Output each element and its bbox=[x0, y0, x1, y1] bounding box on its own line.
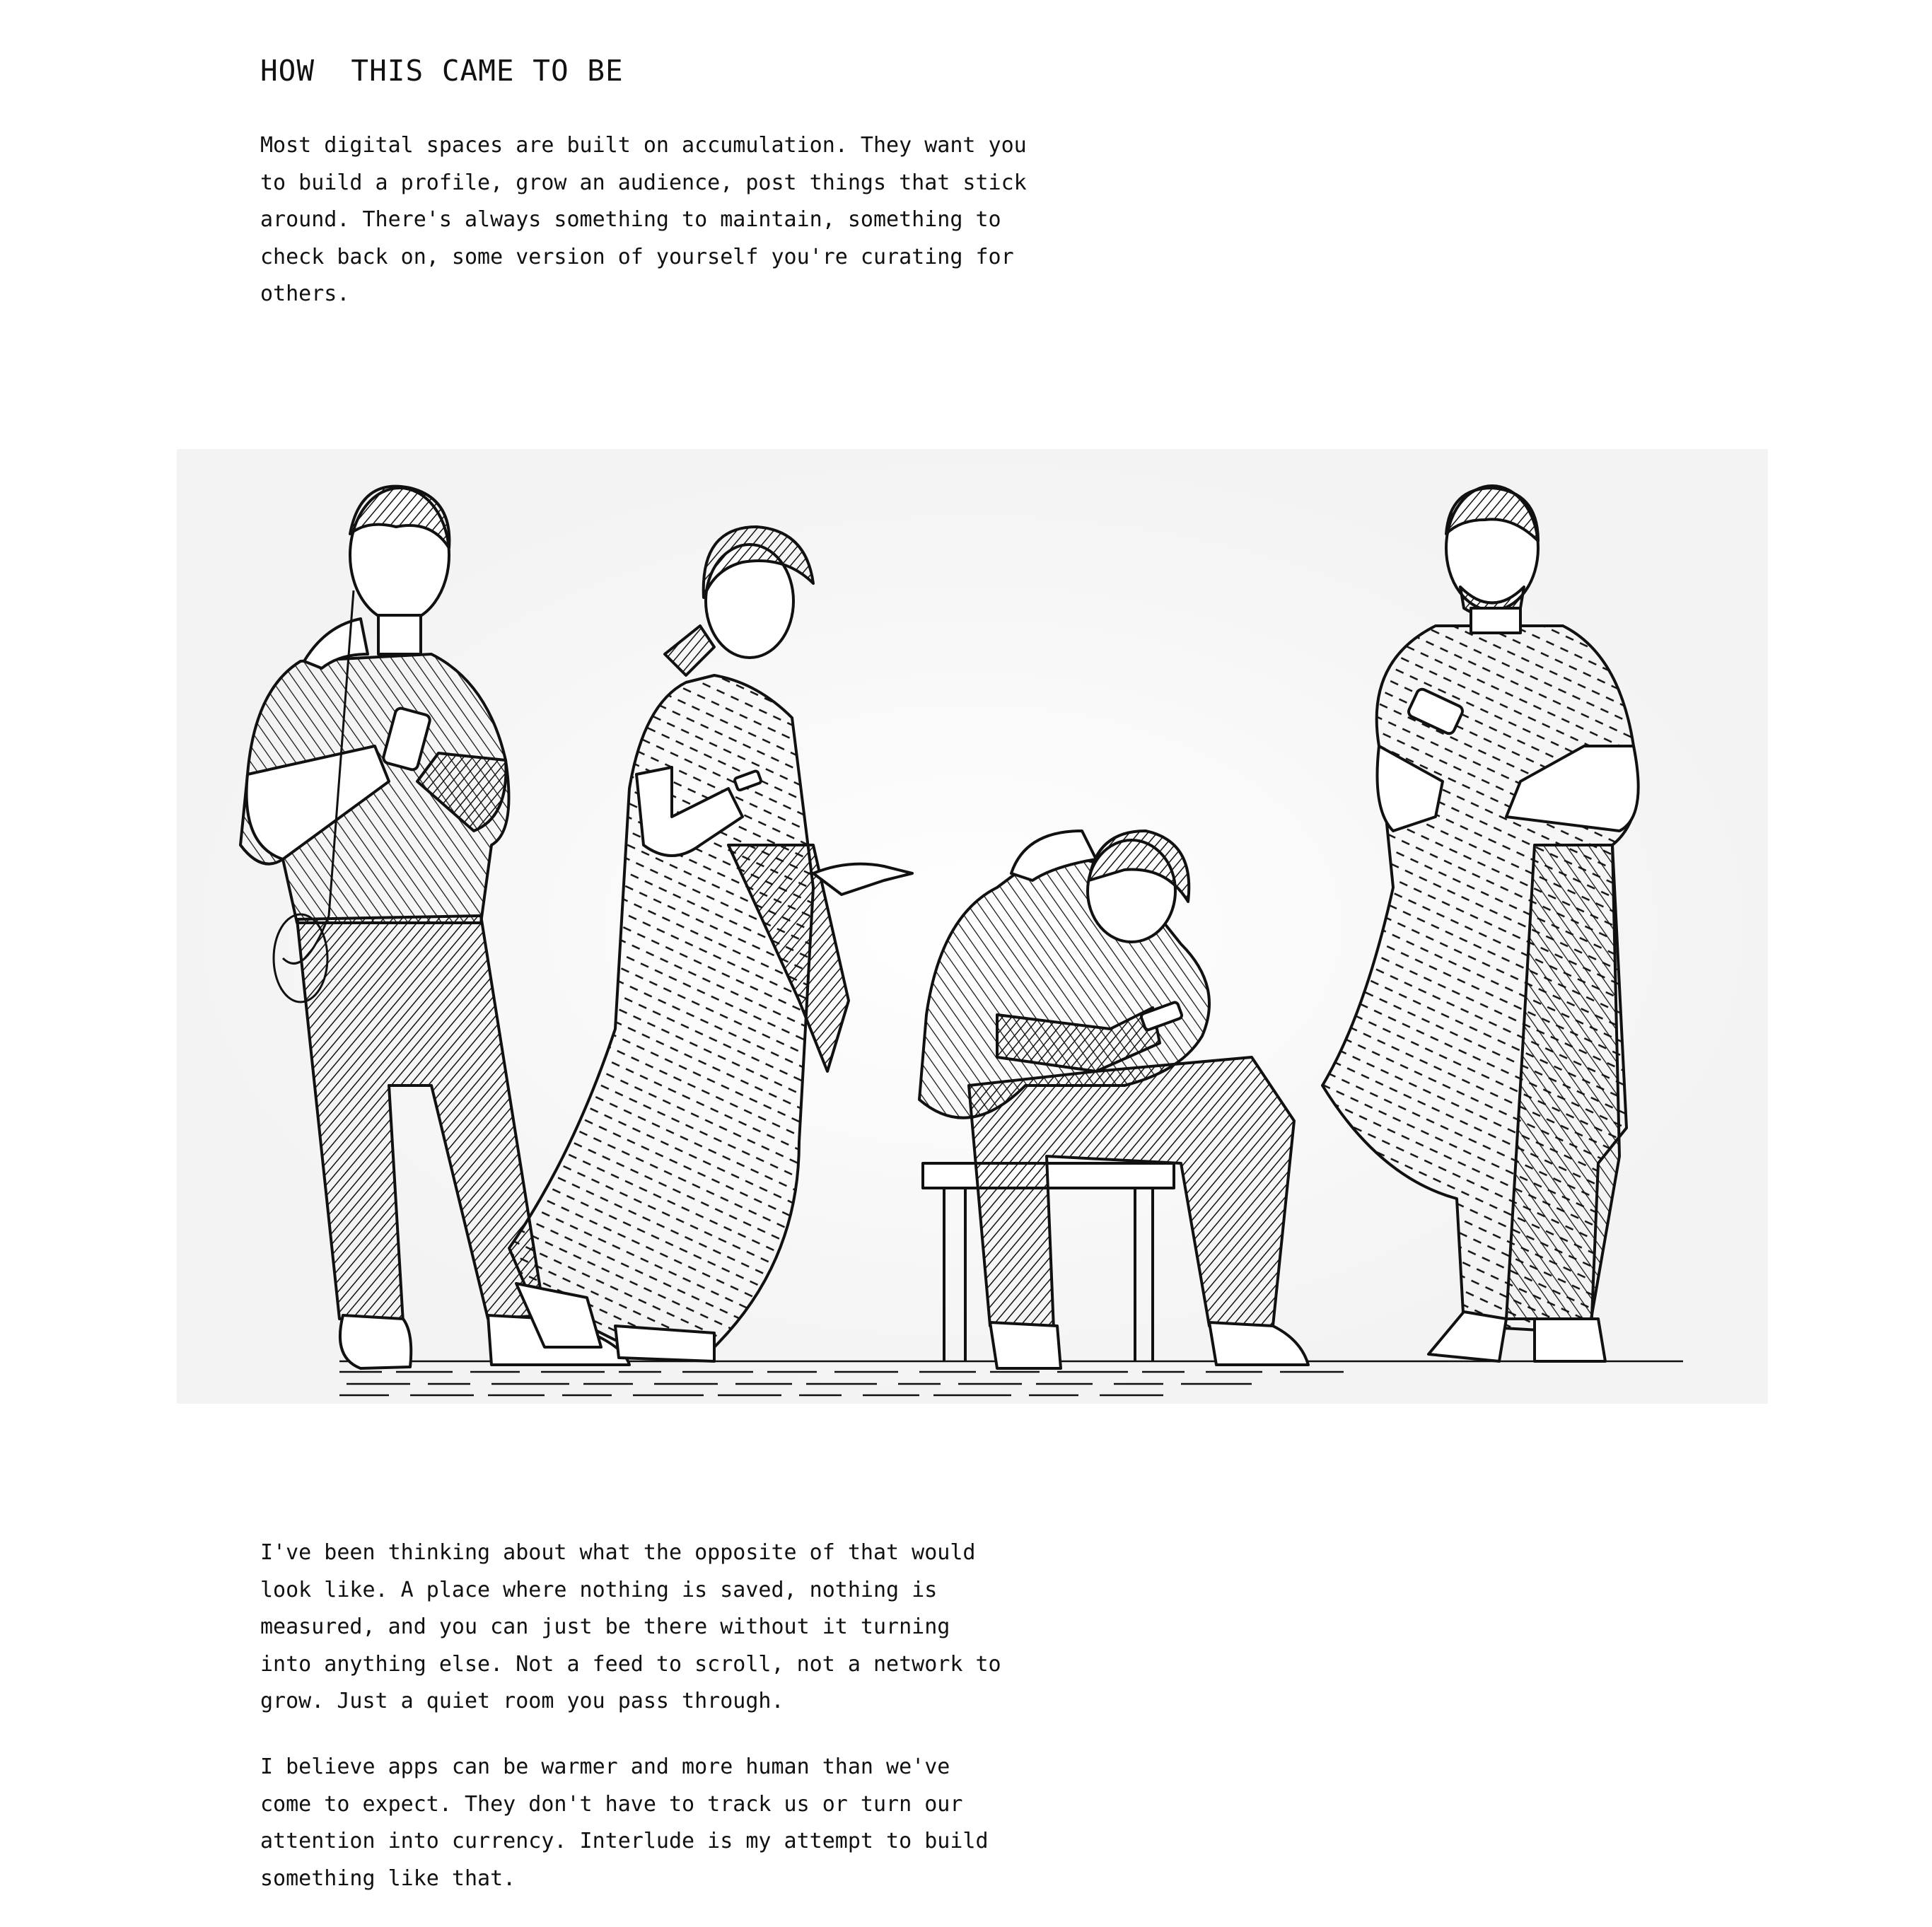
body-paragraph-1: I've been thinking about what the opposite of that would look like. A place where nothing is saved, nothing is measured, and you can just be there without it turning into anything else. Not a feed to scroll, not a network to grow. Just a quiet room you pass through. bbox=[260, 1540, 1001, 1713]
figures-illustration bbox=[177, 449, 1768, 1404]
body-paragraph-2: I believe apps can be warmer and more human than we've come to expect. They don't have to track us or turn our attention into currency. Interlude is my attempt to build something like that. bbox=[260, 1754, 989, 1891]
page-title: HOW THIS CAME TO BE bbox=[260, 54, 624, 88]
intro-paragraph: Most digital spaces are built on accumulation. They want you to build a profile, grow an audience, post things that stick around. There's always something to maintain, something to check back on, some version of yourself you're curating for others. bbox=[260, 133, 1027, 306]
